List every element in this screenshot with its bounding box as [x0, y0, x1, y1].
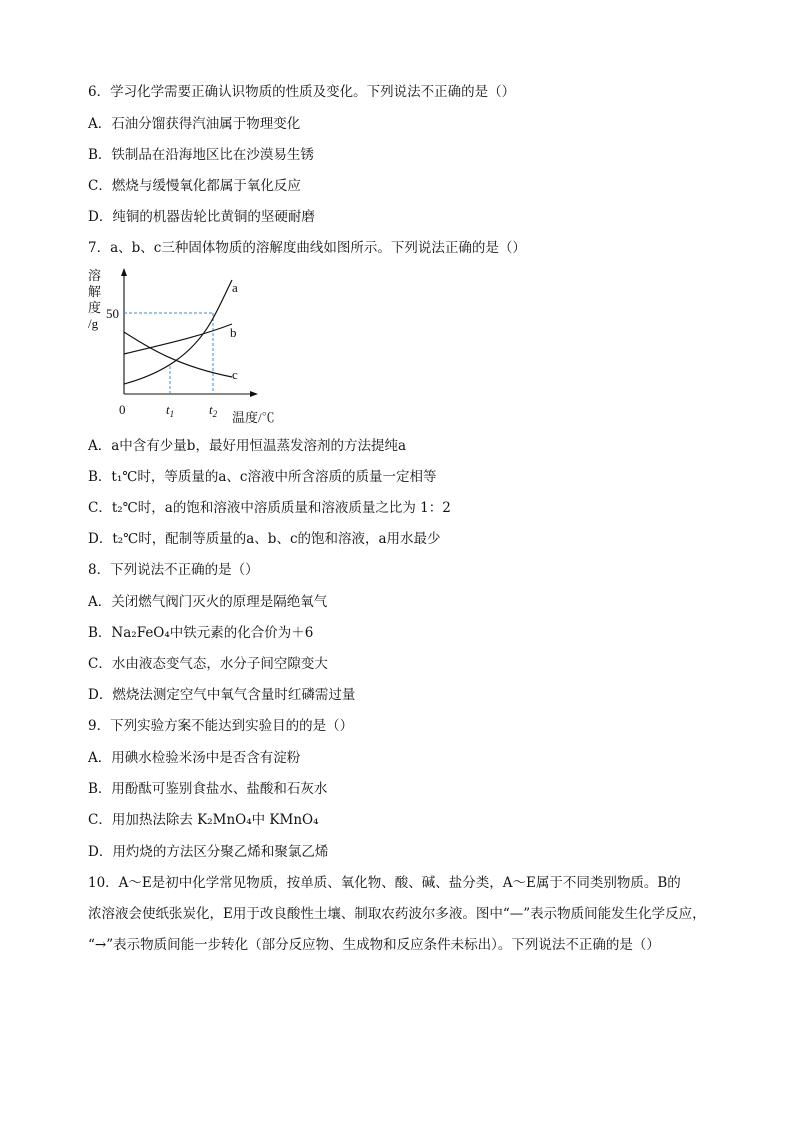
ylabel-line-2: 解 — [88, 284, 102, 299]
curve-label-b: b — [230, 325, 237, 340]
q6-option-b: B．铁制品在沿海地区比在沙漠易生锈 — [88, 147, 314, 163]
q6-stem: 6．学习化学需要正确认识物质的性质及变化。下列说法不正确的是（） — [88, 84, 516, 100]
q6-option-c: C．燃烧与缓慢氧化都属于氧化反应 — [88, 178, 301, 194]
curve-label-c: c — [232, 367, 238, 382]
q7-option-b: B．t₁℃时，等质量的a、c溶液中所含溶质的质量一定相等 — [88, 469, 437, 485]
q9-option-d: D．用灼烧的方法区分聚乙烯和聚氯乙烯 — [88, 844, 329, 860]
q8-option-d: D．燃烧法测定空气中氧气含量时红磷需过量 — [88, 687, 356, 703]
origin-label: 0 — [119, 402, 126, 417]
curve-a — [124, 280, 232, 384]
q10-line-3: “→”表示物质间能一步转化（部分反应物、生成物和反应条件未标出）。下列说法不正确的是（） — [88, 937, 660, 953]
xlabel: 温度/℃ — [232, 410, 275, 425]
curve-c — [124, 332, 232, 377]
q9-option-c: C．用加热法除去 K₂MnO₄中 KMnO₄ — [88, 812, 319, 828]
x-tick-t1: $t_1$ — [166, 402, 175, 419]
y-axis-arrow — [121, 268, 127, 276]
q8-option-c: C．水由液态变气态，水分子间空隙变大 — [88, 656, 328, 672]
x-tick-t2: $t_2$ — [209, 402, 218, 419]
q8-option-b: B．Na₂FeO₄中铁元素的化合价为＋6 — [88, 625, 314, 641]
q6-option-a: A．石油分馏获得汽油属于物理变化 — [88, 116, 301, 132]
curve-b — [124, 324, 232, 354]
q7-option-d: D．t₂℃时，配制等质量的a、b、c的饱和溶液，a用水最少 — [88, 531, 441, 547]
ylabel-line-1: 溶 — [88, 268, 102, 283]
y-tick-50: 50 — [106, 306, 119, 321]
curve-label-a: a — [232, 280, 238, 295]
solubility-graph — [86, 266, 296, 430]
q9-option-b: B．用酚酞可鉴别食盐水、盐酸和石灰水 — [88, 781, 328, 797]
ylabel-line-4: /g — [88, 316, 99, 331]
q9-stem: 9．下列实验方案不能达到实验目的的是（） — [88, 718, 354, 734]
q6-option-d: D．纯铜的机器齿轮比黄铜的坚硬耐磨 — [88, 209, 315, 225]
q9-option-a: A．用碘水检验米汤中是否含有淀粉 — [88, 750, 301, 766]
q8-option-a: A．关闭燃气阀门灭火的原理是隔绝氧气 — [88, 594, 328, 610]
q7-stem: 7．a、b、c三种固体物质的溶解度曲线如图所示。下列说法正确的是（） — [88, 240, 526, 256]
q10-line-2: 浓溶液会使纸张炭化，E用于改良酸性土壤、制取农药波尔多液。图中“—”表示物质间能发生化学反应， — [88, 906, 706, 922]
ylabel-line-3: 度 — [88, 300, 102, 315]
q10-line-1: 10．A～E是初中化学常见物质，按单质、氧化物、酸、碱、盐分类，A～E属于不同类别物质。B的 — [88, 875, 681, 891]
x-axis-arrow — [250, 391, 258, 397]
q8-stem: 8．下列说法不正确的是（） — [88, 562, 259, 578]
q7-option-a: A．a中含有少量b，最好用恒温蒸发溶剂的方法提纯a — [88, 438, 406, 454]
q7-option-c: C．t₂℃时，a的饱和溶液中溶质质量和溶液质量之比为 1：2 — [88, 500, 451, 516]
